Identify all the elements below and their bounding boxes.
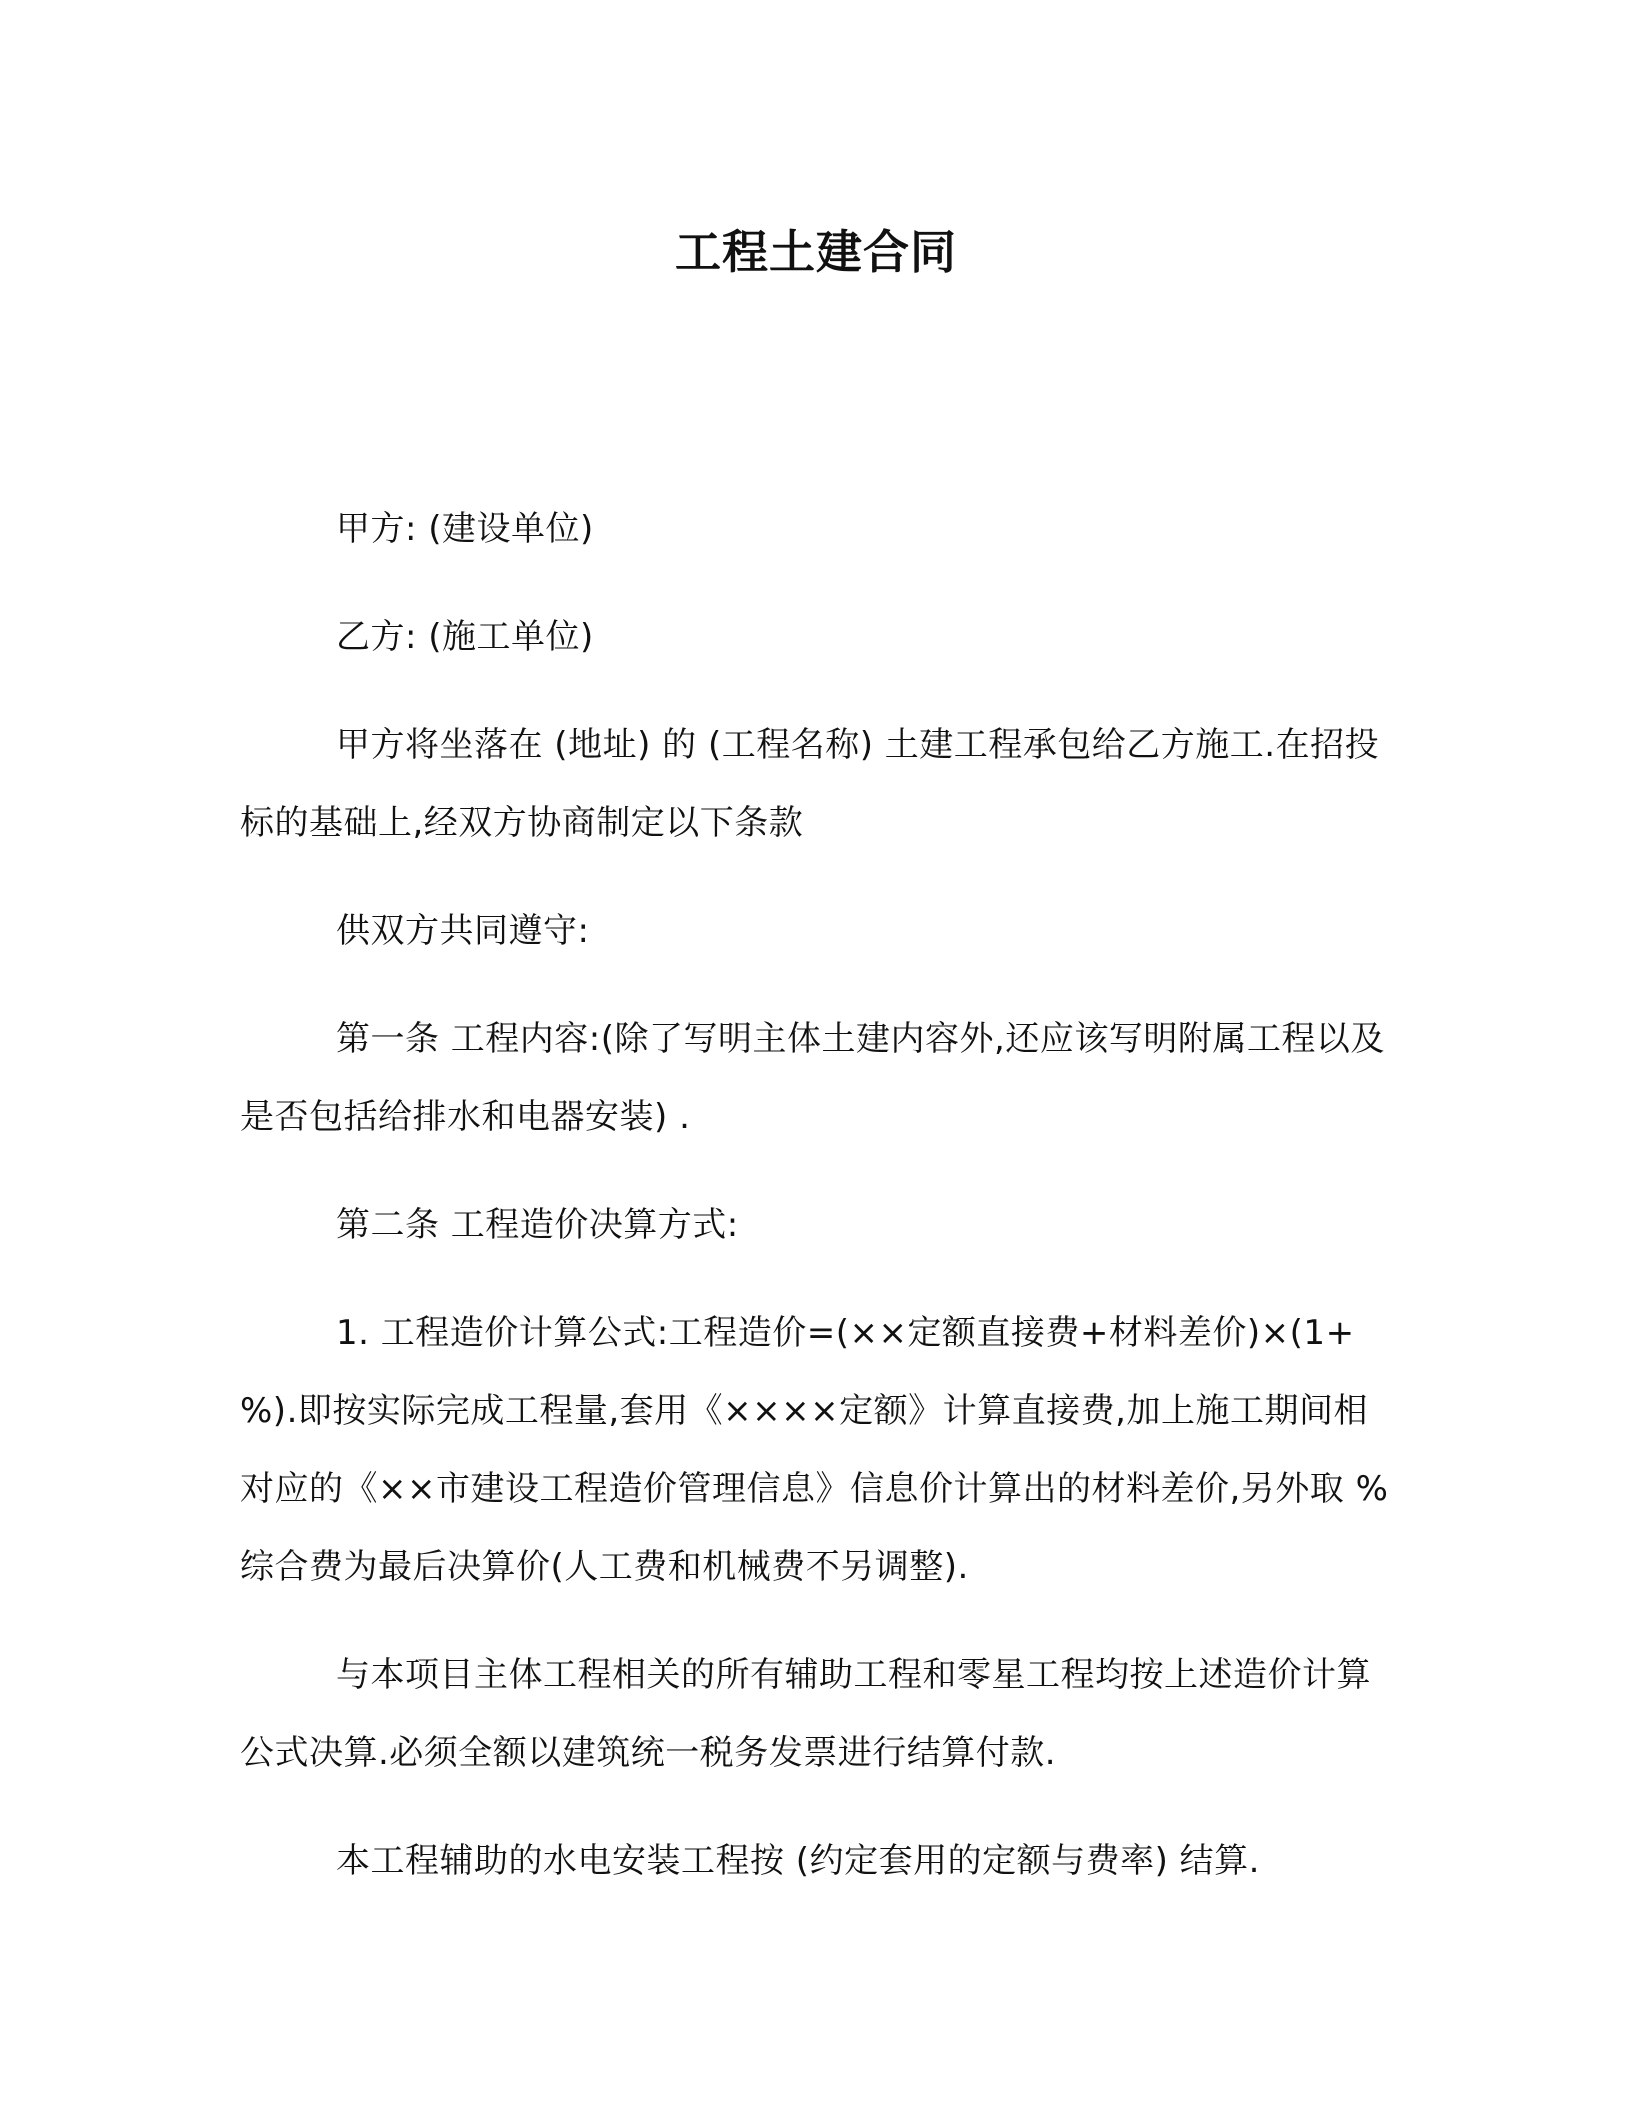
installation-settlement-paragraph: 本工程辅助的水电安装工程按 (约定套用的定额与费率) 结算. <box>336 1841 1260 1881</box>
article-two-heading: 第二条 工程造价决算方式: <box>336 1205 739 1245</box>
party-b-line: 乙方: (施工单位) <box>336 617 594 657</box>
party-a-line: 甲方: (建设单位) <box>336 509 594 549</box>
contract-intro-paragraph: 甲方将坐落在 (地址) 的 (工程名称) 土建工程承包给乙方施工.在招投标的基础上,经双方协商制定以下条款 <box>240 725 1380 843</box>
article-one-paragraph: 第一条 工程内容:(除了写明主体土建内容外,还应该写明附属工程以及是否包括给排水和电器安装) . <box>240 1019 1385 1137</box>
cost-formula-paragraph: 1. 工程造价计算公式:工程造价=(××定额直接费+材料差价)×(1+ %).即按实际完成工程量,套用《××××定额》计算直接费,加上施工期间相对应的《××市建设工程造价管理信息》信息价计算出的材料差价,另外取 %综合费为最后决算价(人工费和机械费不另调整). <box>240 1313 1389 1587</box>
document-title: 工程土建合同 <box>675 225 957 279</box>
auxiliary-works-paragraph: 与本项目主体工程相关的所有辅助工程和零星工程均按上述造价计算公式决算.必须全额以建筑统一税务发票进行结算付款. <box>240 1655 1371 1773</box>
document-body <box>240 490 1390 1930</box>
compliance-paragraph: 供双方共同遵守: <box>336 911 590 951</box>
